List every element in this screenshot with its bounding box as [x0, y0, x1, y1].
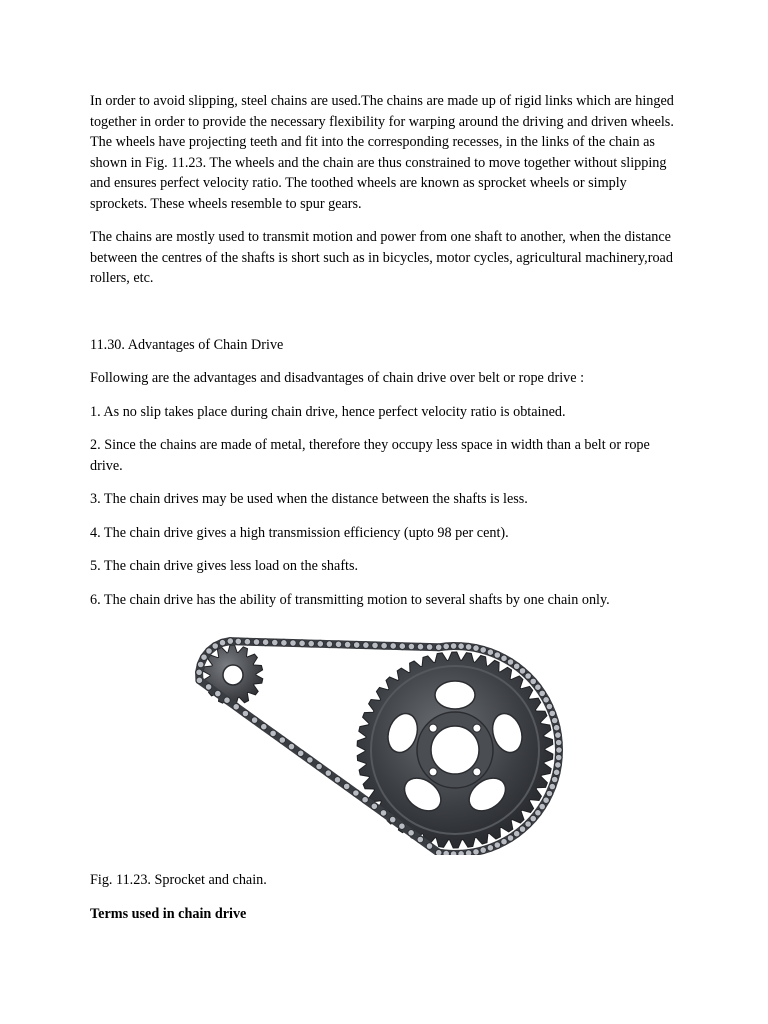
- bolt-hole: [473, 768, 481, 776]
- bolt-hole: [429, 768, 437, 776]
- chain-roller: [363, 642, 369, 648]
- sprocket-chain-illustration: [195, 620, 575, 855]
- chain-roller: [450, 851, 456, 855]
- chain-roller: [549, 710, 555, 716]
- chain-roller: [465, 850, 471, 855]
- chain-roller: [417, 836, 423, 842]
- chain-roller: [549, 783, 555, 789]
- chain-roller: [487, 845, 493, 851]
- chain-roller: [443, 643, 449, 649]
- chain-roller: [362, 797, 368, 803]
- chain-roller: [261, 724, 267, 730]
- chain-roller: [308, 640, 314, 646]
- chain-roller: [552, 717, 558, 723]
- chain-roller: [555, 762, 561, 768]
- figure-caption: Fig. 11.23. Sprocket and chain.: [90, 872, 267, 888]
- chain-roller: [270, 730, 276, 736]
- chain-roller: [436, 644, 442, 650]
- advantage-item-3: 3. The chain drives may be used when the distance between the shafts is less.: [90, 491, 528, 507]
- advantage-item-4: 4. The chain drive gives a high transmission efficiency (upto 98 per cent).: [90, 524, 509, 541]
- chain-roller: [465, 644, 471, 650]
- chain-roller: [535, 810, 541, 816]
- chain-roller: [408, 643, 414, 649]
- paragraph-usage: The chains are mostly used to transmit motion and power from one shaft to another, when the distance between the centres of the shafts is short such as in bicycles, motor cycles, agricultural machinery,road rollers, etc.: [90, 229, 673, 286]
- chain-roller: [494, 842, 500, 848]
- chain-roller: [201, 654, 207, 660]
- advantage-item-2: 2. Since the chains are made of metal, therefore they occupy less space in width than a belt or rope drive.: [90, 437, 650, 474]
- chain-roller: [253, 639, 259, 645]
- chain-roller: [426, 644, 432, 650]
- chain-roller: [473, 645, 479, 651]
- chain-roller: [215, 690, 221, 696]
- chain-roller: [436, 850, 442, 856]
- chain-roller: [450, 643, 456, 649]
- chain-roller: [198, 661, 204, 667]
- small-sprocket: [203, 645, 263, 705]
- chain-roller: [212, 643, 218, 649]
- advantage-item-5: 5. The chain drive gives less load on the shafts.: [90, 558, 359, 574]
- chain-roller: [514, 831, 520, 837]
- chain-roller: [519, 826, 525, 832]
- chain-roller: [196, 669, 202, 675]
- chain-roller: [344, 641, 350, 647]
- chain-roller: [543, 797, 549, 803]
- chain-roller: [556, 739, 562, 745]
- chain-roller: [507, 835, 513, 841]
- chain-roller: [219, 640, 225, 646]
- chain-roller: [299, 640, 305, 646]
- chain-roller: [514, 663, 520, 669]
- chain-roller: [227, 638, 233, 644]
- chain-roller: [262, 639, 268, 645]
- chain-roller: [390, 816, 396, 822]
- chain-roller: [417, 644, 423, 650]
- chain-roller: [552, 776, 558, 782]
- chain-roller: [288, 743, 294, 749]
- chain-roller: [555, 732, 561, 738]
- document-page: [90, 91, 680, 937]
- chain-roller: [546, 703, 552, 709]
- chain-roller: [325, 770, 331, 776]
- chain-roller: [272, 639, 278, 645]
- chain-roller: [242, 710, 248, 716]
- chain-roller: [530, 678, 536, 684]
- small-sprocket-bore: [223, 665, 243, 685]
- chain-roller: [458, 851, 464, 855]
- chain-roller: [501, 655, 507, 661]
- chain-roller: [281, 640, 287, 646]
- chain-roller: [335, 641, 341, 647]
- chain-roller: [525, 821, 531, 827]
- bolt-hole: [473, 724, 481, 732]
- chain-roller: [539, 690, 545, 696]
- advantage-item-1: 1. As no slip takes place during chain drive, hence perfect velocity ratio is obtained.: [90, 403, 566, 420]
- chain-roller: [279, 737, 285, 743]
- spacer: [90, 302, 680, 335]
- chain-roller: [458, 643, 464, 649]
- chain-roller: [251, 717, 257, 723]
- large-sprocket-bore: [431, 726, 479, 774]
- chain-roller: [480, 847, 486, 853]
- chain-roller: [525, 673, 531, 679]
- sprocket-chain-figure: [90, 620, 680, 860]
- chain-roller: [316, 763, 322, 769]
- chain-roller: [326, 641, 332, 647]
- chain-roller: [543, 697, 549, 703]
- chain-roller: [206, 648, 212, 654]
- chain-roller: [480, 647, 486, 653]
- chain-roller: [535, 684, 541, 690]
- section-heading: 11.30. Advantages of Chain Drive: [90, 336, 284, 353]
- chain-roller: [501, 839, 507, 845]
- paragraph-intro: In order to avoid slipping, steel chains are used.The chains are made up of rigid links which are hinged together in order to provide the necessary flexibility for warping around the driving and driven wheels. The wheels have projecting teeth and fit into the corresponding recesses, in the links of the chain as shown in Fig. 11.23. The wheels and the chain are thus constrained to move together without slipping and ensures perfect velocity ratio. The toothed wheels are known as sprocket wheels or simply sprockets. These wheels resemble to spur gears.: [90, 93, 674, 212]
- chain-roller: [353, 790, 359, 796]
- chain-roller: [235, 638, 241, 644]
- chain-roller: [494, 652, 500, 658]
- chain-roller: [408, 830, 414, 836]
- chain-roller: [519, 668, 525, 674]
- chain-roller: [298, 750, 304, 756]
- terms-heading: Terms used in chain drive: [90, 905, 247, 922]
- chain-roller: [354, 642, 360, 648]
- chain-roller: [539, 803, 545, 809]
- chain-roller: [372, 642, 378, 648]
- chain-roller: [399, 643, 405, 649]
- chain-roller: [290, 640, 296, 646]
- section-intro: Following are the advantages and disadvantages of chain drive over belt or rope drive :: [90, 370, 585, 386]
- chain-roller: [507, 659, 513, 665]
- chain-roller: [334, 777, 340, 783]
- chain-roller: [553, 725, 559, 731]
- chain-roller: [556, 754, 562, 760]
- chain-roller: [381, 643, 387, 649]
- chain-roller: [556, 747, 562, 753]
- chain-roller: [196, 677, 202, 683]
- chain-roller: [487, 649, 493, 655]
- chain-roller: [530, 815, 536, 821]
- chain-roller: [443, 850, 449, 855]
- bolt-hole: [429, 724, 437, 732]
- chain-roller: [224, 697, 230, 703]
- advantage-item-6: 6. The chain drive has the ability of transmitting motion to several shafts by one chain only.: [90, 591, 610, 608]
- chain-roller: [371, 803, 377, 809]
- chain-roller: [553, 769, 559, 775]
- chain-roller: [317, 641, 323, 647]
- chain-roller: [473, 849, 479, 855]
- chain-roller: [546, 790, 552, 796]
- chain-roller: [244, 639, 250, 645]
- chain-roller: [307, 757, 313, 763]
- chain-roller: [380, 810, 386, 816]
- chain-roller: [233, 704, 239, 710]
- chain-roller: [344, 783, 350, 789]
- spoke-cutout: [435, 681, 475, 709]
- chain-roller: [205, 684, 211, 690]
- chain-roller: [390, 643, 396, 649]
- chain-roller: [426, 843, 432, 849]
- chain-roller: [399, 823, 405, 829]
